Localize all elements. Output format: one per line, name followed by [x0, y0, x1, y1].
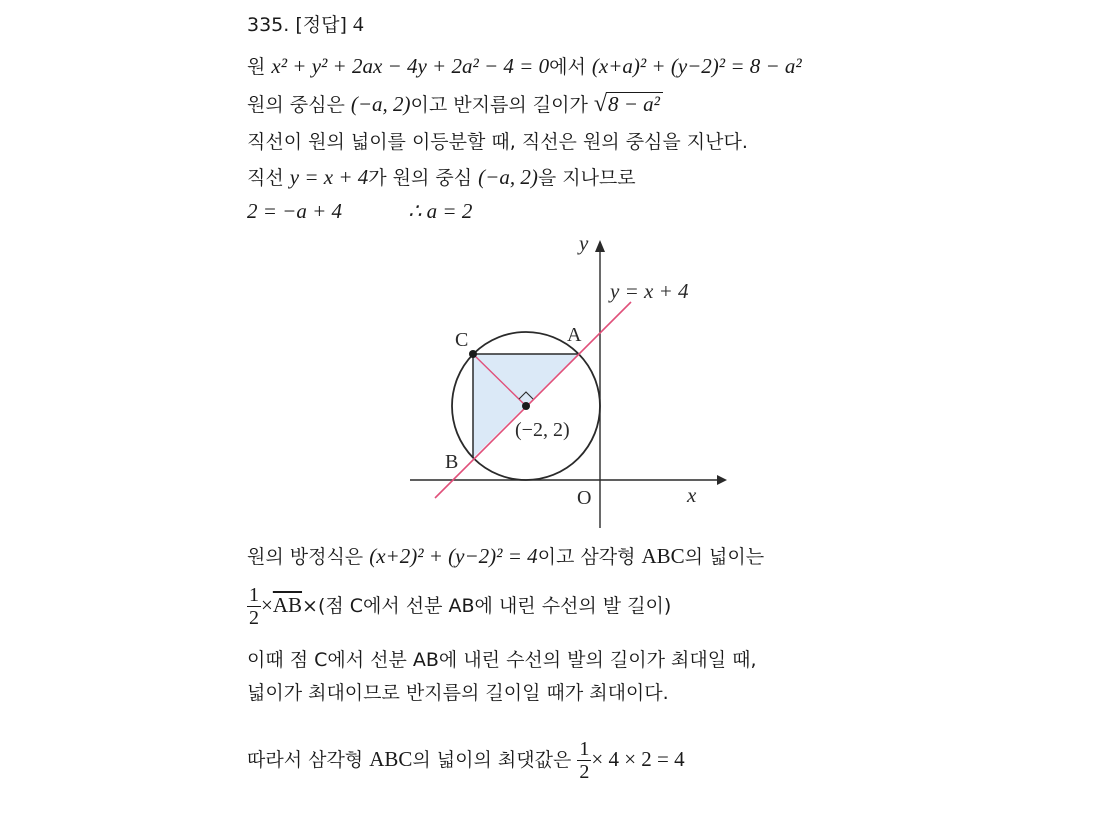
problem-header: [247, 10, 363, 39]
problem-number: 335.: [247, 14, 290, 36]
bisect-statement: 직선이 원의 넓이를 이등분할 때, 직선은 원의 중심을 지난다.: [247, 131, 748, 153]
line-through-center: [247, 163, 636, 192]
general-circle-equation: x² + y² + 2ax − 4y + 2a² − 4 = 0: [271, 54, 550, 78]
times-sign: ×: [261, 593, 273, 617]
center-point: [522, 402, 530, 410]
text-center-is: 원의 중심은: [247, 94, 345, 116]
solution-a: ∴ a = 2: [408, 199, 473, 223]
circle-equation-line: [247, 52, 802, 81]
y-axis-arrow: [595, 240, 605, 252]
max-condition-line: 이때 점 C에서 선분 AB에 내린 수선의 발의 길이가 최대일 때,: [247, 649, 757, 671]
max-radius-line: 넓이가 최대이므로 반지름의 길이일 때가 최대이다.: [247, 682, 669, 704]
circle-equation-area-line: [247, 542, 764, 571]
text-area-is: 의 넓이는: [684, 546, 765, 568]
center-label: (−2, 2): [515, 419, 570, 441]
text-line: 직선: [247, 167, 284, 189]
center-radius-line: [247, 90, 663, 119]
text-circle: 원: [247, 56, 266, 78]
fraction-denominator-2: 2: [579, 761, 590, 783]
center-coordinates: (−a, 2): [350, 92, 411, 116]
triangle-name: ABC: [641, 544, 685, 568]
answer-value: 4: [352, 12, 364, 36]
x-axis-label: x: [687, 483, 697, 507]
standard-circle-equation: (x+a)² + (y−2)² = 8 − a²: [591, 54, 802, 78]
text-max-area: 의 넓이의 최댓값은: [412, 749, 572, 771]
point-c: [469, 350, 477, 358]
x-axis-arrow: [717, 475, 727, 485]
solve-a-line: [247, 197, 472, 226]
segment-ab-overline: $\overline{AB}$: [272, 593, 303, 617]
point-a-label: A: [567, 324, 582, 346]
text-therefore: 을 지나므로: [537, 167, 636, 189]
conclusion-line: [247, 736, 685, 783]
fraction-numerator: 1: [249, 584, 259, 606]
text-from: 에서: [549, 56, 586, 78]
triangle-name-2: ABC: [369, 747, 413, 771]
line-equation-label: y = x + 4: [610, 279, 689, 303]
area-formula-line: [247, 582, 671, 629]
answer-label: [정답]: [295, 14, 347, 36]
solve-equation: 2 = −a + 4: [247, 199, 343, 223]
text-radius-is: 이고 반지름의 길이가: [410, 94, 588, 116]
center-coordinates-2: (−a, 2): [478, 165, 538, 189]
fraction-half-2: [577, 738, 591, 783]
line-equation: y = x + 4: [289, 165, 369, 189]
text-equation-is: 원의 방정식은: [247, 546, 364, 568]
point-b-label: B: [445, 451, 459, 473]
area-formula-rest: ×(점 C에서 선분 AB에 내린 수선의 발 길이): [302, 595, 672, 617]
text-therefore-triangle: 따라서 삼각형: [247, 749, 364, 771]
fraction-numerator-2: 1: [579, 738, 590, 760]
text-passes-center: 가 원의 중심: [368, 167, 473, 189]
fraction-denominator: 2: [249, 607, 259, 629]
y-axis-label: y: [579, 231, 589, 255]
text-and-triangle: 이고 삼각형: [537, 546, 636, 568]
sqrt-symbol: √: [593, 91, 608, 117]
circle-line-graph: [405, 228, 735, 533]
fraction-half: [247, 584, 261, 629]
specific-circle-equation: (x+2)² + (y−2)² = 4: [369, 544, 538, 568]
final-computation: × 4 × 2 = 4: [591, 747, 685, 771]
origin-label: O: [577, 487, 592, 509]
point-c-label: C: [455, 329, 469, 351]
radius-radicand: 8 − a²: [606, 92, 663, 115]
